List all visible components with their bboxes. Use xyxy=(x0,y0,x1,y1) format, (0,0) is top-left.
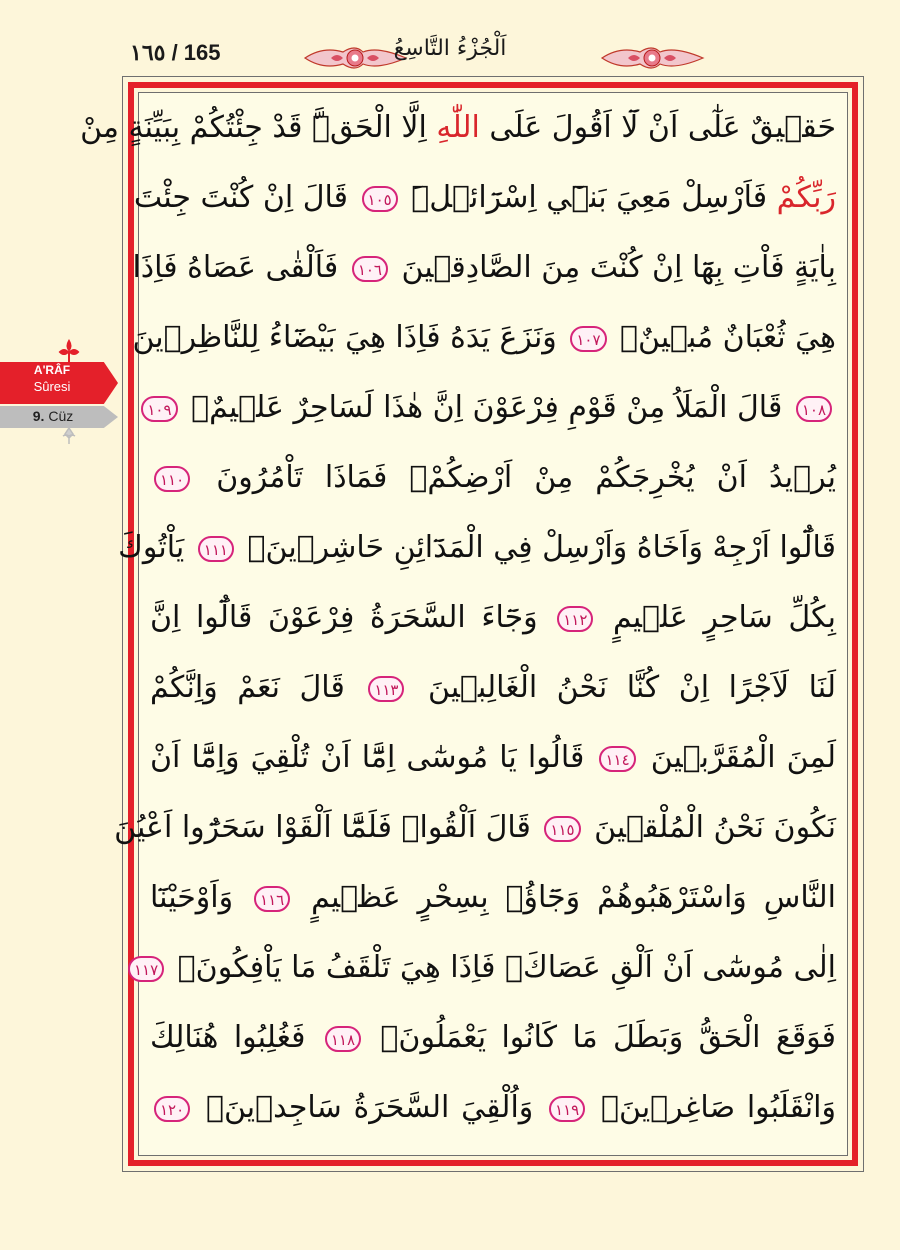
verse-text: فَغُلِبُوا هُنَالِكَ xyxy=(150,1020,321,1055)
text-line xyxy=(150,588,836,648)
divine-name-text: اللّٰهِ xyxy=(436,110,480,145)
verse-text: فَوَقَعَ الْحَقُّ وَبَطَلَ مَا كَانُوا يَعْمَلُونَۚ xyxy=(365,1020,836,1055)
ayah-number-marker: ١٠٧ xyxy=(570,326,606,352)
verse-text: النَّاسِ وَاسْتَرْهَبُوهُمْ وَجَٓاؤُ۫ بِسِحْرٍ عَظ۪يمٍ xyxy=(294,880,836,915)
text-line xyxy=(133,938,836,998)
ayah-number-marker: ١٠٨ xyxy=(796,396,832,422)
ayah-number-marker: ١٠٩ xyxy=(141,396,177,422)
verse-text: وَاُلْقِيَ السَّحَرَةُ سَاجِد۪ينَۚ xyxy=(194,1090,546,1125)
sura-name: A'RÂF xyxy=(33,363,71,377)
ayah-number-marker: ١١٦ xyxy=(254,886,290,912)
text-line xyxy=(133,168,836,228)
text-line xyxy=(150,1008,836,1068)
text-line xyxy=(132,308,836,368)
verse-text: وَاَوْحَيْنَٓا xyxy=(150,880,251,915)
verse-text: وَنَزَعَ يَدَهُ فَاِذَا هِيَ بَيْضَٓاءُ لِلنَّاظِر۪ينَ xyxy=(132,320,567,355)
verse-text: حَق۪يقٌ عَلٰٓى اَنْ لَٓا اَقُولَ عَلَى xyxy=(479,110,836,145)
ayah-number-marker: ١١٣ xyxy=(368,676,404,702)
ayah-number-marker: ١٠٥ xyxy=(362,186,398,212)
verse-text: هِيَ ثُعْبَانٌ مُب۪ينٌۚ xyxy=(610,320,836,355)
fleur-ornament-icon xyxy=(57,340,81,364)
header-ornament-right-icon xyxy=(600,42,705,74)
text-line xyxy=(147,378,836,438)
verse-text: بِكُلِّ سَاحِرٍ عَل۪يمٍ xyxy=(597,600,836,635)
text-line xyxy=(80,98,836,158)
quran-text-area xyxy=(80,98,836,1148)
text-line xyxy=(150,868,836,928)
verse-text: يَاْتُوكَ xyxy=(118,530,194,565)
text-line xyxy=(150,448,836,508)
juz-label xyxy=(0,408,106,424)
verse-text: لَمِنَ الْمُقَرَّب۪ينَ xyxy=(639,740,836,775)
verse-text: قَالَ الْمَلَاُ مِنْ قَوْمِ فِرْعَوْنَ اِنَّ هٰذَا لَسَاحِرٌ عَل۪يمٌۙ xyxy=(181,390,792,425)
verse-text: فَاَرْسِلْ مَعِيَ بَن۪ٓي اِسْرَٓائ۪لَۜ xyxy=(401,180,777,215)
diamond-ornament-icon xyxy=(60,428,78,444)
page-number: ١٦٥ / 165 xyxy=(130,40,221,65)
ayah-number-marker: ١١٢ xyxy=(557,606,593,632)
text-line xyxy=(114,798,836,858)
verse-text: اِلَّا الْحَقَّۜ قَدْ جِئْتُكُمْ بِبَيِّنَةٍ مِنْ xyxy=(80,110,437,145)
ayah-number-marker: ١٠٦ xyxy=(352,256,388,282)
ayah-number-marker: ١١٥ xyxy=(544,816,580,842)
juz-word: Cüz xyxy=(48,408,74,424)
ayah-number-marker: ١١٧ xyxy=(128,956,164,982)
verse-text: قَالَ اَلْقُواۚ فَلَمَّٓا اَلْقَوْا سَحَرُٓوا اَعْيُنَ xyxy=(114,810,541,845)
verse-text: وَانْقَلَبُوا صَاغِر۪ينَۚ xyxy=(589,1090,836,1125)
verse-text: وَجَٓاءَ السَّحَرَةُ فِرْعَوْنَ قَالُٓوا اِنَّ xyxy=(150,600,554,635)
verse-text: قَالَ اِنْ كُنْتَ جِئْتَ xyxy=(133,180,358,215)
ayah-number-marker: ١١٤ xyxy=(599,746,635,772)
text-line xyxy=(150,1078,836,1138)
verse-text: قَالُوا يَا مُوسٰٓى اِمَّٓا اَنْ تُلْقِيَ وَاِمَّٓا اَنْ xyxy=(150,740,596,775)
ayah-number-marker: ١١٠ xyxy=(154,466,190,492)
juz-number: 9. xyxy=(32,408,45,424)
juz-title: اَلْجُزْءُ التَّاسِعُ xyxy=(393,36,507,61)
ayah-number-marker: ١١٨ xyxy=(325,1026,361,1052)
divine-name-text: رَبِّكُمْ xyxy=(776,180,836,215)
ayah-number-marker: ١١١ xyxy=(198,536,234,562)
ayah-number-marker: ١٢٠ xyxy=(154,1096,190,1122)
text-line xyxy=(132,238,836,298)
verse-text: يُر۪يدُ اَنْ يُخْرِجَكُمْ مِنْ اَرْضِكُمْۚ فَمَاذَا تَاْمُرُونَ xyxy=(194,460,836,495)
verse-text: لَنَا لَاَجْرًا اِنْ كُنَّا نَحْنُ الْغَالِب۪ينَ xyxy=(408,670,836,705)
text-line xyxy=(118,518,836,578)
sura-subtitle: Sûresi xyxy=(33,379,71,394)
ayah-number-marker: ١١٩ xyxy=(549,1096,585,1122)
verse-text: فَاَلْقٰى عَصَاهُ فَاِذَا xyxy=(132,250,348,285)
verse-text: اِلٰى مُوسٰٓى اَنْ اَلْقِ عَصَاكَۚ فَاِذَا هِيَ تَلْقَفُ مَا يَاْفِكُونَۚ xyxy=(168,950,836,985)
verse-text: قَالُٓوا اَرْجِهْ وَاَخَاهُ وَاَرْسِلْ فِي الْمَدَٓائِنِ حَاشِر۪ينَۙ xyxy=(237,530,836,565)
verse-text: قَالَ نَعَمْ وَاِنَّكُمْ xyxy=(150,670,365,705)
verse-text: بِاٰيَةٍ فَاْتِ بِهَٓا اِنْ كُنْتَ مِنَ الصَّادِق۪ينَ xyxy=(391,250,836,285)
text-line xyxy=(150,728,836,788)
text-line xyxy=(150,658,836,718)
verse-text: نَكُونَ نَحْنُ الْمُلْق۪ينَ xyxy=(584,810,836,845)
